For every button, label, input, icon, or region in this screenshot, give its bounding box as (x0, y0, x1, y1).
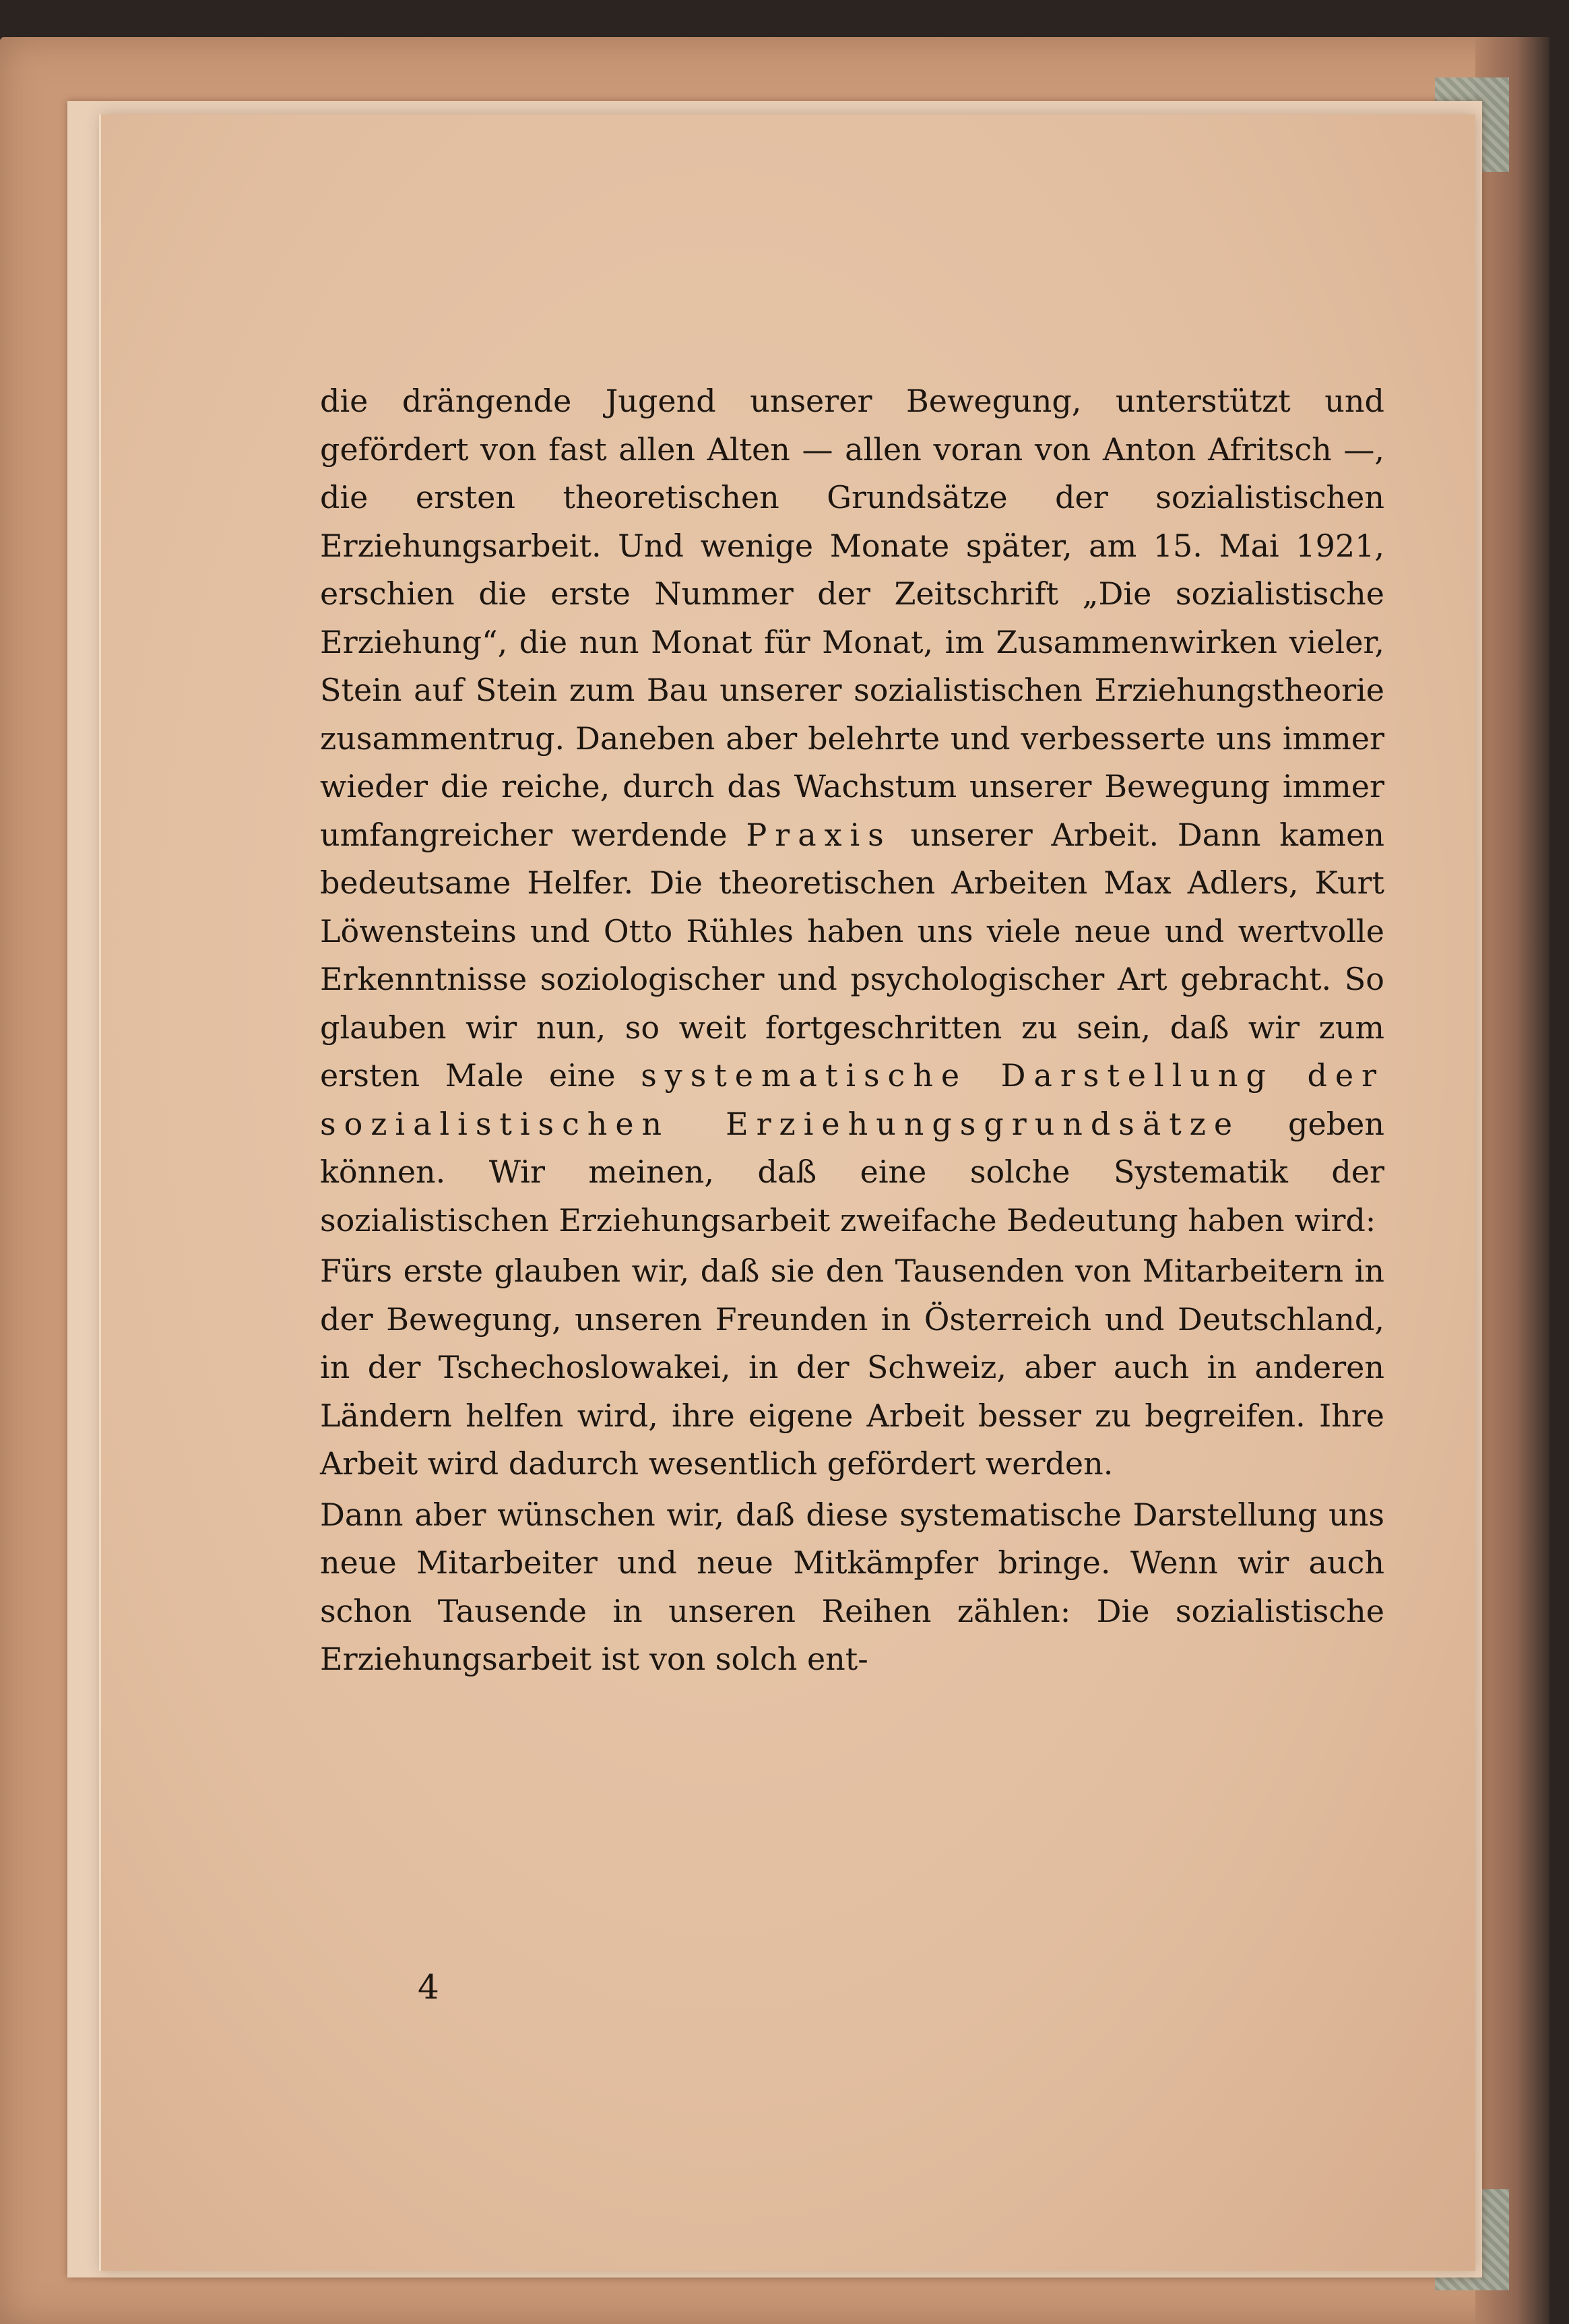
paragraph-2 (320, 1247, 1384, 1488)
paragraph-1 (320, 377, 1384, 1245)
paragraph-1-segment-5: geben können. Wir meinen, daß eine solche Systematik der sozialistischen Erziehungsarbeit zweifache Bedeutung haben wird: (320, 1105, 1384, 1238)
paragraph-3 (320, 1491, 1384, 1684)
paragraph-1-emphasis-praxis: Praxis (746, 816, 892, 853)
cover-spine-edge (1475, 37, 1549, 2324)
paragraph-3-segment-1: Dann aber wünschen wir, daß diese systematische Darstellung uns neue Mitarbeiter und neue Mitkämpfer bringe. Wenn wir auch schon Tausende in unseren Reihen zählen: Die sozialistische Erziehungsarbeit ist von solch ent- (320, 1496, 1384, 1677)
paragraph-1-emphasis-systematische-darstellung: systematische Darstellung der sozialistischen Erziehungsgrundsätze (320, 1057, 1385, 1142)
page-number: 4 (418, 1968, 439, 2007)
paragraph-1-segment-1: die drängende Jugend unserer Bewegung, unterstützt und gefördert von fast allen Alten — allen voran von Anton Afritsch —, die ersten theoretischen Grundsätze der sozialistischen Erziehungsarbeit. Und wenige Monate später, am 15. Mai 1921, erschien die erste Nummer der Zeitschrift „Die sozialistische Erziehung“, die nun Monat für Monat, im Zusammenwirken vieler, Stein auf Stein zum Bau unserer sozialistischen Erziehungstheorie zusammentrug. Daneben aber belehrte und verbesserte uns immer wieder die reiche, durch das Wachstum unserer Bewegung immer umfangreicher werdende (320, 383, 1384, 853)
paragraph-1-segment-3: unserer Arbeit. Dann kamen bedeutsame Helfer. Die theoretischen Arbeiten Max Adlers, Kurt Löwensteins und Otto Rühles haben uns viele neue und wertvolle Erkenntnisse soziologischer und psychologischer Art gebracht. So glauben wir nun, so weit fortgeschritten zu sein, daß wir zum ersten Male eine (320, 816, 1384, 1094)
page-text-block (320, 377, 1384, 1687)
paragraph-2-segment-1: Fürs erste glauben wir, daß sie den Tausenden von Mitarbeitern in der Bewegung, unseren Freunden in Österreich und Deutschland, in der Tschechoslowakei, in der Schweiz, aber auch in anderen Ländern helfen wird, ihre eigene Arbeit besser zu begreifen. Ihre Arbeit wird dadurch wesentlich gefördert werden. (320, 1253, 1384, 1482)
